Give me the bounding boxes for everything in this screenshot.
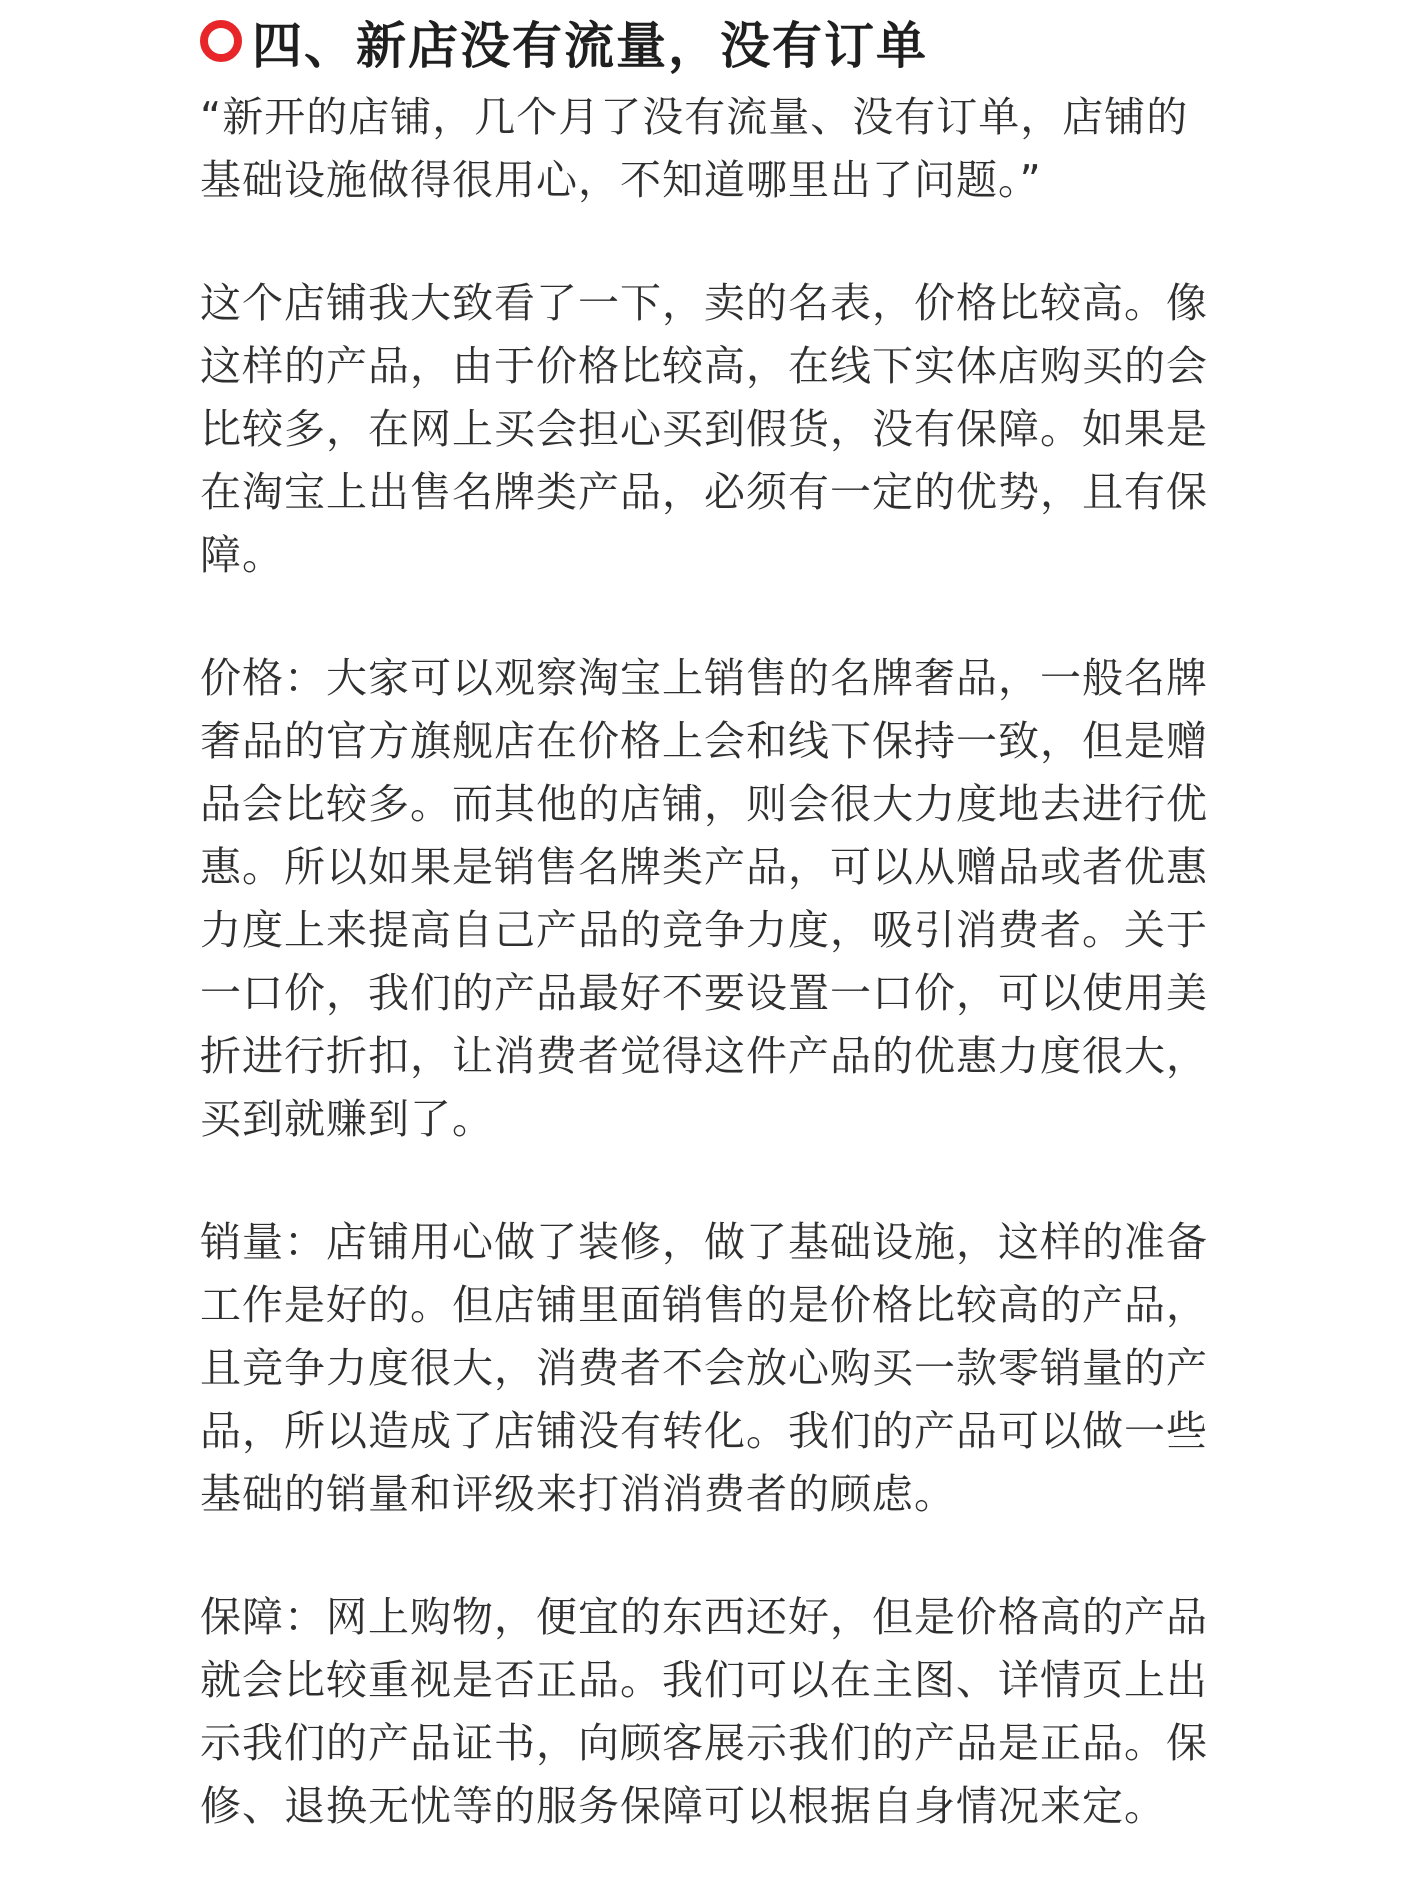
spacer bbox=[200, 587, 1210, 647]
spacer bbox=[200, 1151, 1210, 1211]
section-heading bbox=[200, 0, 1210, 84]
price-paragraph: 价格：大家可以观察淘宝上销售的名牌奢品，一般名牌奢品的官方旗舰店在价格上会和线下保持一致，但是赠品会比较多。而其他的店铺，则会很大力度地去进行优惠。所以如果是销售名牌类产品，可以从赠品或者优惠力度上来提高自己产品的竞争力度，吸引消费者。关于一口价，我们的产品最好不要设置一口价，可以使用美折进行折扣，让消费者觉得这件产品的优惠力度很大，买到就赚到了。 bbox=[200, 654, 1208, 1143]
analysis-paragraph: 这个店铺我大致看了一下，卖的名表，价格比较高。像这样的产品，由于价格比较高，在线下实体店购买的会比较多，在网上买会担心买到假货，没有保障。如果是在淘宝上出售名牌类产品，必须有一定的优势，且有保障。 bbox=[200, 279, 1208, 579]
quote-paragraph: “新开的店铺，几个月了没有流量、没有订单，店铺的基础设施做得很用心，不知道哪里出了问题。” bbox=[200, 93, 1189, 204]
red-circle-icon bbox=[200, 20, 242, 62]
spacer bbox=[200, 1526, 1210, 1586]
section-title: 四、新店没有流量，没有订单 bbox=[252, 17, 928, 75]
spacer bbox=[200, 212, 1210, 272]
article bbox=[200, 0, 1210, 1838]
guarantee-paragraph: 保障：网上购物，便宜的东西还好，但是价格高的产品就会比较重视是否正品。我们可以在主图、详情页上出示我们的产品证书，向顾客展示我们的产品是正品。保修、退换无忧等的服务保障可以根据自身情况来定。 bbox=[200, 1593, 1208, 1830]
sales-paragraph: 销量：店铺用心做了装修，做了基础设施，这样的准备工作是好的。但店铺里面销售的是价格比较高的产品，且竞争力度很大，消费者不会放心购买一款零销量的产品，所以造成了店铺没有转化。我们的产品可以做一些基础的销量和评级来打消消费者的顾虑。 bbox=[200, 1218, 1208, 1518]
